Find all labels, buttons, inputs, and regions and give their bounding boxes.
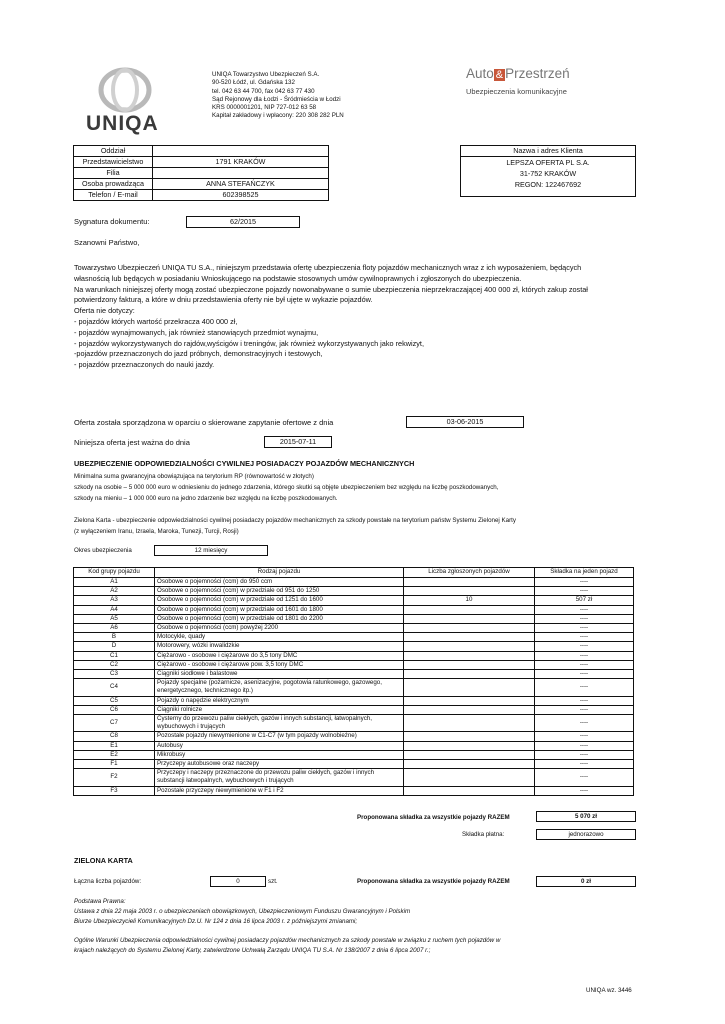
vehicle-code-cell: C2 [74,660,155,669]
agent-row: Telefon / E-mail 602398525 [74,190,329,201]
vehicle-type-cell: Pojazdy o napędzie elektrycznym [155,696,404,705]
vehicle-count-cell [404,769,535,786]
brand-title: Auto & Przestrzeń [466,66,570,81]
paragraph-line: potwierdzony fakturą, a które w dniu przedstawienia oferty nie był ujęte w wykazie pojazdów. [74,295,373,305]
offer-date-label: Oferta została sporządzona w oparciu o skierowane zapytanie ofertowe z dnia [74,418,334,427]
paragraph-line: - pojazdów wynajmowanych, jak również stanowiących przedmiot wynajmu, [74,327,319,337]
green-card-title: ZIELONA KARTA [74,856,133,865]
vehicle-code-cell: A3 [74,596,155,605]
vehicle-table [73,567,634,796]
company-line: UNIQA Towarzystwo Ubezpieczeń S.A. [212,71,320,78]
vehicle-fee-cell: ---- [535,679,634,696]
vehicle-count-value: 0 [210,876,266,887]
vehicle-code-cell: C3 [74,670,155,679]
legal-line: Ogólne Warunki Ubezpieczenia odpowiedzialności cywilnej posiadaczy pojazdów mechanicznych za szkody powstałe w związku z ruchem tych pojazdów w [74,937,501,944]
oc-line: szkody na mieniu – 1 000 000 euro na jedno zdarzenie bez względu na liczbę poszkodowanych. [74,495,338,502]
vehicle-count-cell [404,587,535,596]
company-line: KRS 0000001201, NIP 727-012 63 58 [212,104,317,112]
vehicle-count-cell [404,750,535,759]
vehicle-type-cell: Ciężarowo - osobowe i ciężarowe pow. 3,5 tony DMC [155,660,404,669]
paragraph-line: -pojazdów przeznaczonych do jazd próbnych, demonstracyjnych i testowych, [74,349,323,359]
company-line: Sąd Rejonowy dla Łodzi - Śródmieścia w Łodzi [212,95,341,103]
valid-date-label: Niniejsza oferta jest ważna do dnia [74,438,190,447]
vehicle-count-cell [404,660,535,669]
paragraph-line: Towarzystwo Ubezpieczeń UNIQA TU S.A., niniejszym przedstawia ofertę ubezpieczenia floty pojazdów mechanicznych wraz z ich wyposażeniem, będących [74,263,582,272]
table-row [74,696,634,705]
vehicle-count-unit: szt. [268,878,278,885]
vehicle-type-cell: Motocykle, quady [155,633,404,642]
vehicle-type-cell: Cysterny do przewozu paliw ciekłych, gazów i innych substancji, łatwopalnych, wybuchowych i trujących [155,715,404,732]
agent-row: Przedstawicielstwo 1791 KRAKÓW [74,157,329,168]
vehicle-fee-cell: ---- [535,769,634,786]
paragraph-line: - pojazdów wykorzystywanych do rajdów,wyścigów i treningów, jak również wykorzystywanych jako rekwizyt, [74,338,424,348]
vehicle-count-cell [404,642,535,651]
paragraph-line: - pojazdów przeznaczonych do nauki jazdy. [74,360,215,370]
vehicle-count-cell [404,741,535,750]
vehicle-type-cell: Mikrobusy [155,750,404,759]
vehicle-type-cell: Autobusy [155,741,404,750]
vehicle-code-cell: E1 [74,741,155,750]
legal-line: krajach należących do Systemu Zielonej Karty, zatwierdzone Uchwałą Zarządu UNIQA TU S.A. Nr 138/2007 z dnia 6 lipca 2007 r.; [74,947,431,954]
table-row [74,596,634,605]
vehicle-count-cell [404,633,535,642]
client-line: 31-752 KRAKÓW [519,169,577,178]
vehicle-code-cell: F2 [74,769,155,786]
agent-row: Osoba prowadząca ANNA STEFAŃCZYK [74,179,329,190]
vehicle-type-cell: Pozostałe przyczepy niewymienione w F1 i F2 [155,786,404,795]
oc-description [74,471,634,504]
proposed-total-value: 5 070 zł [536,811,636,822]
table-row [74,642,634,651]
col-header: Liczba zgłoszonych pojazdów [404,568,535,578]
paragraph-line: - pojazdów których wartość przekracza 400 000 zł, [74,316,238,326]
vehicle-fee-cell: ---- [535,715,634,732]
vehicle-fee-cell: ---- [535,624,634,633]
table-row [74,750,634,759]
vehicle-fee-cell: ---- [535,578,634,587]
vehicle-fee-cell: 507 zł [535,596,634,605]
vehicle-type-cell: Ciężarowo - osobowe i ciężarowe do 3,5 tony DMC [155,651,404,660]
vehicle-count-cell [404,715,535,732]
paragraph-line: Na warunkach niniejszej oferty mogą zostać ubezpieczone pojazdy nowonabywane o sumie ubezpieczenia nieprzekraczającej 400 000 zł, których zakup został [74,284,588,294]
vehicle-type-cell: Ciągniki siodłowe i balastowe [155,670,404,679]
vehicle-code-cell: C6 [74,705,155,714]
table-row [74,760,634,769]
vehicle-type-cell: Osobowe o pojemności (ccm) powyżej 2200 [155,624,404,633]
col-header: Rodzaj pojazdu [155,568,404,578]
vehicle-code-cell: D [74,642,155,651]
green-card-description [74,515,634,537]
table-row [74,605,634,614]
signature-value: 62/2015 [186,216,300,228]
green-proposed-label: Proponowana składka za wszystkie pojazdy RAZEM [357,878,510,885]
vehicle-count-label: Łączna liczba pojazdów: [74,878,142,885]
vehicle-code-cell: A6 [74,624,155,633]
valid-date-value: 2015-07-11 [264,436,332,448]
vehicle-type-cell: Motorowery, wózki inwalidzkie [155,642,404,651]
vehicle-fee-cell: ---- [535,587,634,596]
company-line: tel. 042 63 44 700, fax 042 63 77 430 [212,87,315,95]
legal-basis [74,897,634,956]
vehicle-fee-cell: ---- [535,732,634,741]
table-row [74,741,634,750]
vehicle-count-cell [404,624,535,633]
vehicle-fee-cell: ---- [535,660,634,669]
vehicle-code-cell: A5 [74,614,155,623]
table-row [74,715,634,732]
vehicle-code-cell: C7 [74,715,155,732]
vehicle-code-cell: C4 [74,679,155,696]
logo-text: UNIQA [86,112,159,135]
period-label: Okres ubezpieczenia [74,547,132,554]
company-line: 90-520 Łódź, ul. Gdańska 132 [212,79,295,87]
table-row [74,670,634,679]
vehicle-type-cell: Pojazdy specjalne (pożarnicze, asenizacyjne, pogotowia ratunkowego, gazowego, energetycznego, technicznego itp.) [155,679,404,696]
vehicle-fee-cell: ---- [535,670,634,679]
vehicle-code-cell: F1 [74,760,155,769]
vehicle-fee-cell: ---- [535,705,634,714]
client-header: Nazwa i adres Klienta [461,146,635,157]
paragraph-line: własnością lub będących w posiadaniu Wnioskującego na podstawie stosownych umów cywilnoprawnych i zgłoszonych do ubezpieczenia. [74,273,522,283]
vehicle-type-cell: Osobowe o pojemności (ccm) w przedziale od 1251 do 1600 [155,596,404,605]
green-line: Zielona Karta - ubezpieczenie odpowiedzialności cywilnej posiadaczy pojazdów mechanicznych za szkody powstałe na terytorium państw Systemu Zielonej Karty [74,517,516,524]
vehicle-type-cell: Osobowe o pojemności (ccm) w przedziale od 1801 do 2200 [155,614,404,623]
green-proposed-value: 0 zł [536,876,636,887]
vehicle-fee-cell: ---- [535,750,634,759]
client-box [460,145,636,197]
proposed-total-label: Proponowana składka za wszystkie pojazdy RAZEM [357,814,510,821]
vehicle-code-cell: A1 [74,578,155,587]
vehicle-count-cell [404,705,535,714]
vehicle-fee-cell: ---- [535,614,634,623]
vehicle-type-cell: Osobowe o pojemności (ccm) w przedziale od 1601 do 1800 [155,605,404,614]
vehicle-count-cell: 10 [404,596,535,605]
period-value: 12 miesięcy [154,545,268,556]
table-row [74,614,634,623]
form-code: UNIQA wz. 3446 [586,987,632,994]
vehicle-count-cell [404,605,535,614]
vehicle-type-cell: Osobowe o pojemności (ccm) do 950 ccm [155,578,404,587]
payment-label: Składka płatna: [462,831,505,838]
table-row [74,679,634,696]
vehicle-fee-cell: ---- [535,605,634,614]
vehicle-fee-cell: ---- [535,642,634,651]
company-line: Kapitał zakładowy i wpłacony: 220 308 282 PLN [212,112,344,120]
vehicle-count-cell [404,670,535,679]
brand-subtitle: Ubezpieczenia komunikacyjne [466,87,567,96]
vehicle-count-cell [404,786,535,795]
table-row [74,633,634,642]
vehicle-fee-cell: ---- [535,760,634,769]
table-row [74,769,634,786]
table-row [74,578,634,587]
vehicle-count-cell [404,696,535,705]
vehicle-fee-cell: ---- [535,633,634,642]
vehicle-code-cell: C5 [74,696,155,705]
paragraph-line: Oferta nie dotyczy: [74,306,135,316]
table-row [74,587,634,596]
vehicle-count-cell [404,760,535,769]
payment-value: jednorazowo [536,829,636,840]
col-header: Kod grupy pojazdu [74,568,155,578]
vehicle-count-cell [404,732,535,741]
vehicle-type-cell: Przyczepy i naczepy przeznaczone do przewozu paliw ciekłych, gazów i innych substancji łatwopalnych, wybuchowych i trujących [155,769,404,786]
table-row [74,624,634,633]
vehicle-type-cell: Osobowe o pojemności (ccm) w przedziale od 951 do 1250 [155,587,404,596]
vehicle-code-cell: A4 [74,605,155,614]
vehicle-count-cell [404,679,535,696]
table-row [74,705,634,714]
table-row [74,732,634,741]
vehicle-code-cell: C8 [74,732,155,741]
vehicle-fee-cell: ---- [535,741,634,750]
vehicle-count-cell [404,614,535,623]
table-header-row [74,568,634,578]
vehicle-type-cell: Ciągniki rolnicze [155,705,404,714]
vehicle-code-cell: E2 [74,750,155,759]
vehicle-type-cell: Pozostałe pojazdy niewymienione w C1-C7 (w tym pojazdy wolnobieżne) [155,732,404,741]
vehicle-type-cell: Przyczepy autobusowe oraz naczepy [155,760,404,769]
agent-row: Filia [74,168,329,179]
agent-row: Oddział [74,146,329,157]
legal-line: Ustawa z dnia 22 maja 2003 r. o ubezpieczeniach obowiązkowych, Ubezpieczeniowym Funduszu Gwarancyjnym i Polskim [74,908,411,915]
vehicle-count-cell [404,651,535,660]
signature-label: Sygnatura dokumentu: [74,217,150,226]
table-row [74,786,634,795]
vehicle-count-cell [404,578,535,587]
legal-line: Biurze Ubezpieczycieli Komunikacyjnych Dz.U. Nr 124 z dnia 16 lipca 2003 r. z późniejszymi zmianami; [74,918,358,925]
vehicle-code-cell: B [74,633,155,642]
vehicle-fee-cell: ---- [535,696,634,705]
oc-line: szkody na osobie – 5 000 000 euro w odniesieniu do jednego zdarzenia, którego skutki są objęte ubezpieczeniem bez względu na liczbę poszkodowanych, [74,484,499,491]
offer-paragraph [74,263,634,371]
greeting: Szanowni Państwo, [74,238,140,247]
table-row [74,660,634,669]
vehicle-fee-cell: ---- [535,651,634,660]
vehicle-fee-cell: ---- [535,786,634,795]
uniqa-logo-icon [86,66,164,116]
client-line: REGON: 122467692 [514,180,582,189]
company-info [212,71,344,121]
oc-line: Minimalna suma gwarancyjna obowiązująca na terytorium RP (równowartość w złotych) [74,473,314,480]
table-row [74,651,634,660]
oc-title: UBEZPIECZENIE ODPOWIEDZIALNOŚCI CYWILNEJ POSIADACZY POJAZDÓW MECHANICZNYCH [74,459,415,468]
green-line: (z wyłączeniem Iranu, Izraela, Maroka, Tunezji, Turcji, Rosji) [74,528,239,535]
offer-date-value: 03-06-2015 [406,416,524,428]
vehicle-code-cell: F3 [74,786,155,795]
client-line: LEPSZA OFERTA PL S.A. [506,158,590,167]
vehicle-code-cell: C1 [74,651,155,660]
vehicle-code-cell: A2 [74,587,155,596]
col-header: Składka na jeden pojazd [535,568,634,578]
legal-title: Podstawa Prawna: [74,898,126,905]
agent-table [73,145,329,201]
